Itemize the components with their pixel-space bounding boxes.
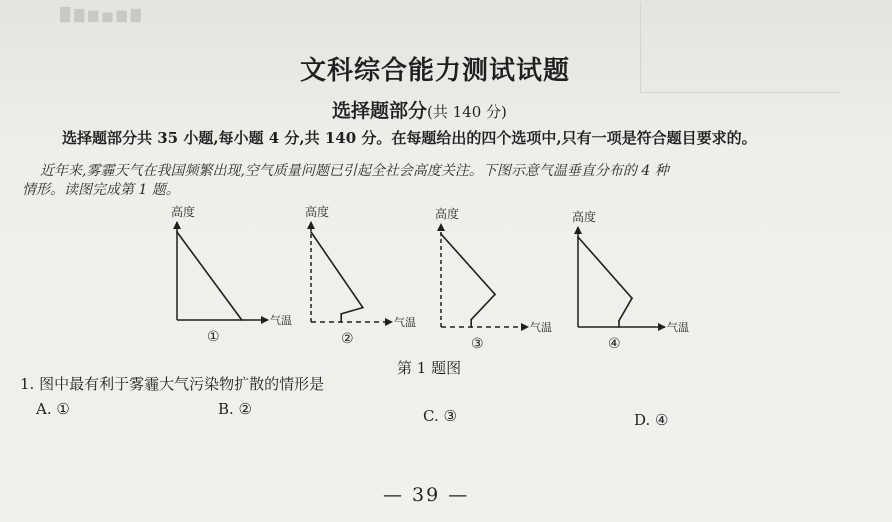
profile-point	[340, 313, 342, 315]
y-axis-label: 高度	[572, 210, 597, 224]
option-a: A. ①	[36, 400, 70, 418]
y-axis-label: 高度	[435, 207, 460, 221]
temperature-profile-line	[177, 232, 242, 320]
x-axis-label: 气温	[530, 321, 552, 334]
profile-point	[618, 320, 620, 322]
x-axis-label: 气温	[667, 321, 689, 334]
y-axis-label: 高度	[171, 205, 196, 219]
section-title-text: 选择题部分	[332, 100, 428, 122]
profile-point	[310, 231, 312, 233]
profile-point	[340, 321, 342, 323]
panel-3	[435, 206, 552, 352]
section-points: (共 140 分)	[427, 103, 507, 121]
profile-point	[631, 297, 633, 299]
option-d: D. ④	[634, 411, 669, 429]
figure-caption: 第 1 题图	[397, 359, 462, 377]
page-title: 文科综合能力测试试题	[300, 56, 571, 86]
panel-number: ④	[608, 336, 621, 352]
temperature-profile-line	[441, 234, 495, 327]
temperature-profile-line	[578, 237, 632, 327]
profile-point	[440, 233, 442, 235]
instructions: 选择题部分共 35 小题,每小题 4 分,共 140 分。在每题给出的四个选项中,只有一项是符合题目要求的。	[62, 129, 757, 147]
profile-point	[470, 319, 472, 321]
temperature-profile-line	[311, 232, 363, 322]
intro-line-2: 情形。读图完成第 1 题。	[22, 182, 180, 198]
profile-point	[618, 326, 620, 328]
x-axis-label: 气温	[270, 314, 292, 327]
panel-number: ③	[471, 336, 484, 352]
profile-point	[362, 307, 364, 309]
page-number: — 39 —	[383, 484, 470, 506]
profile-point	[577, 236, 579, 238]
bleed-through-text: █ ▇ ▆ ▅ ▆ ▇	[60, 8, 141, 23]
y-axis-label: 高度	[305, 205, 330, 219]
panel-2	[305, 204, 416, 347]
option-b: B. ②	[218, 400, 253, 418]
profile-point	[470, 326, 472, 328]
x-axis-label: 气温	[394, 316, 416, 329]
intro-line-1: 近年来,雾霾天气在我国频繁出现,空气质量问题已引起全社会高度关注。下图示意气温垂直分布的 4 种	[40, 163, 669, 179]
panel-number: ②	[341, 331, 354, 347]
question-1: 1. 图中最有利于雾霾大气污染物扩散的情形是	[20, 375, 325, 393]
panel-1	[171, 204, 292, 345]
profile-point	[494, 294, 496, 296]
panel-4	[572, 209, 689, 352]
profile-point	[241, 319, 243, 321]
option-c: C. ③	[423, 407, 457, 425]
panel-number: ①	[207, 329, 220, 345]
profile-point	[176, 231, 178, 233]
